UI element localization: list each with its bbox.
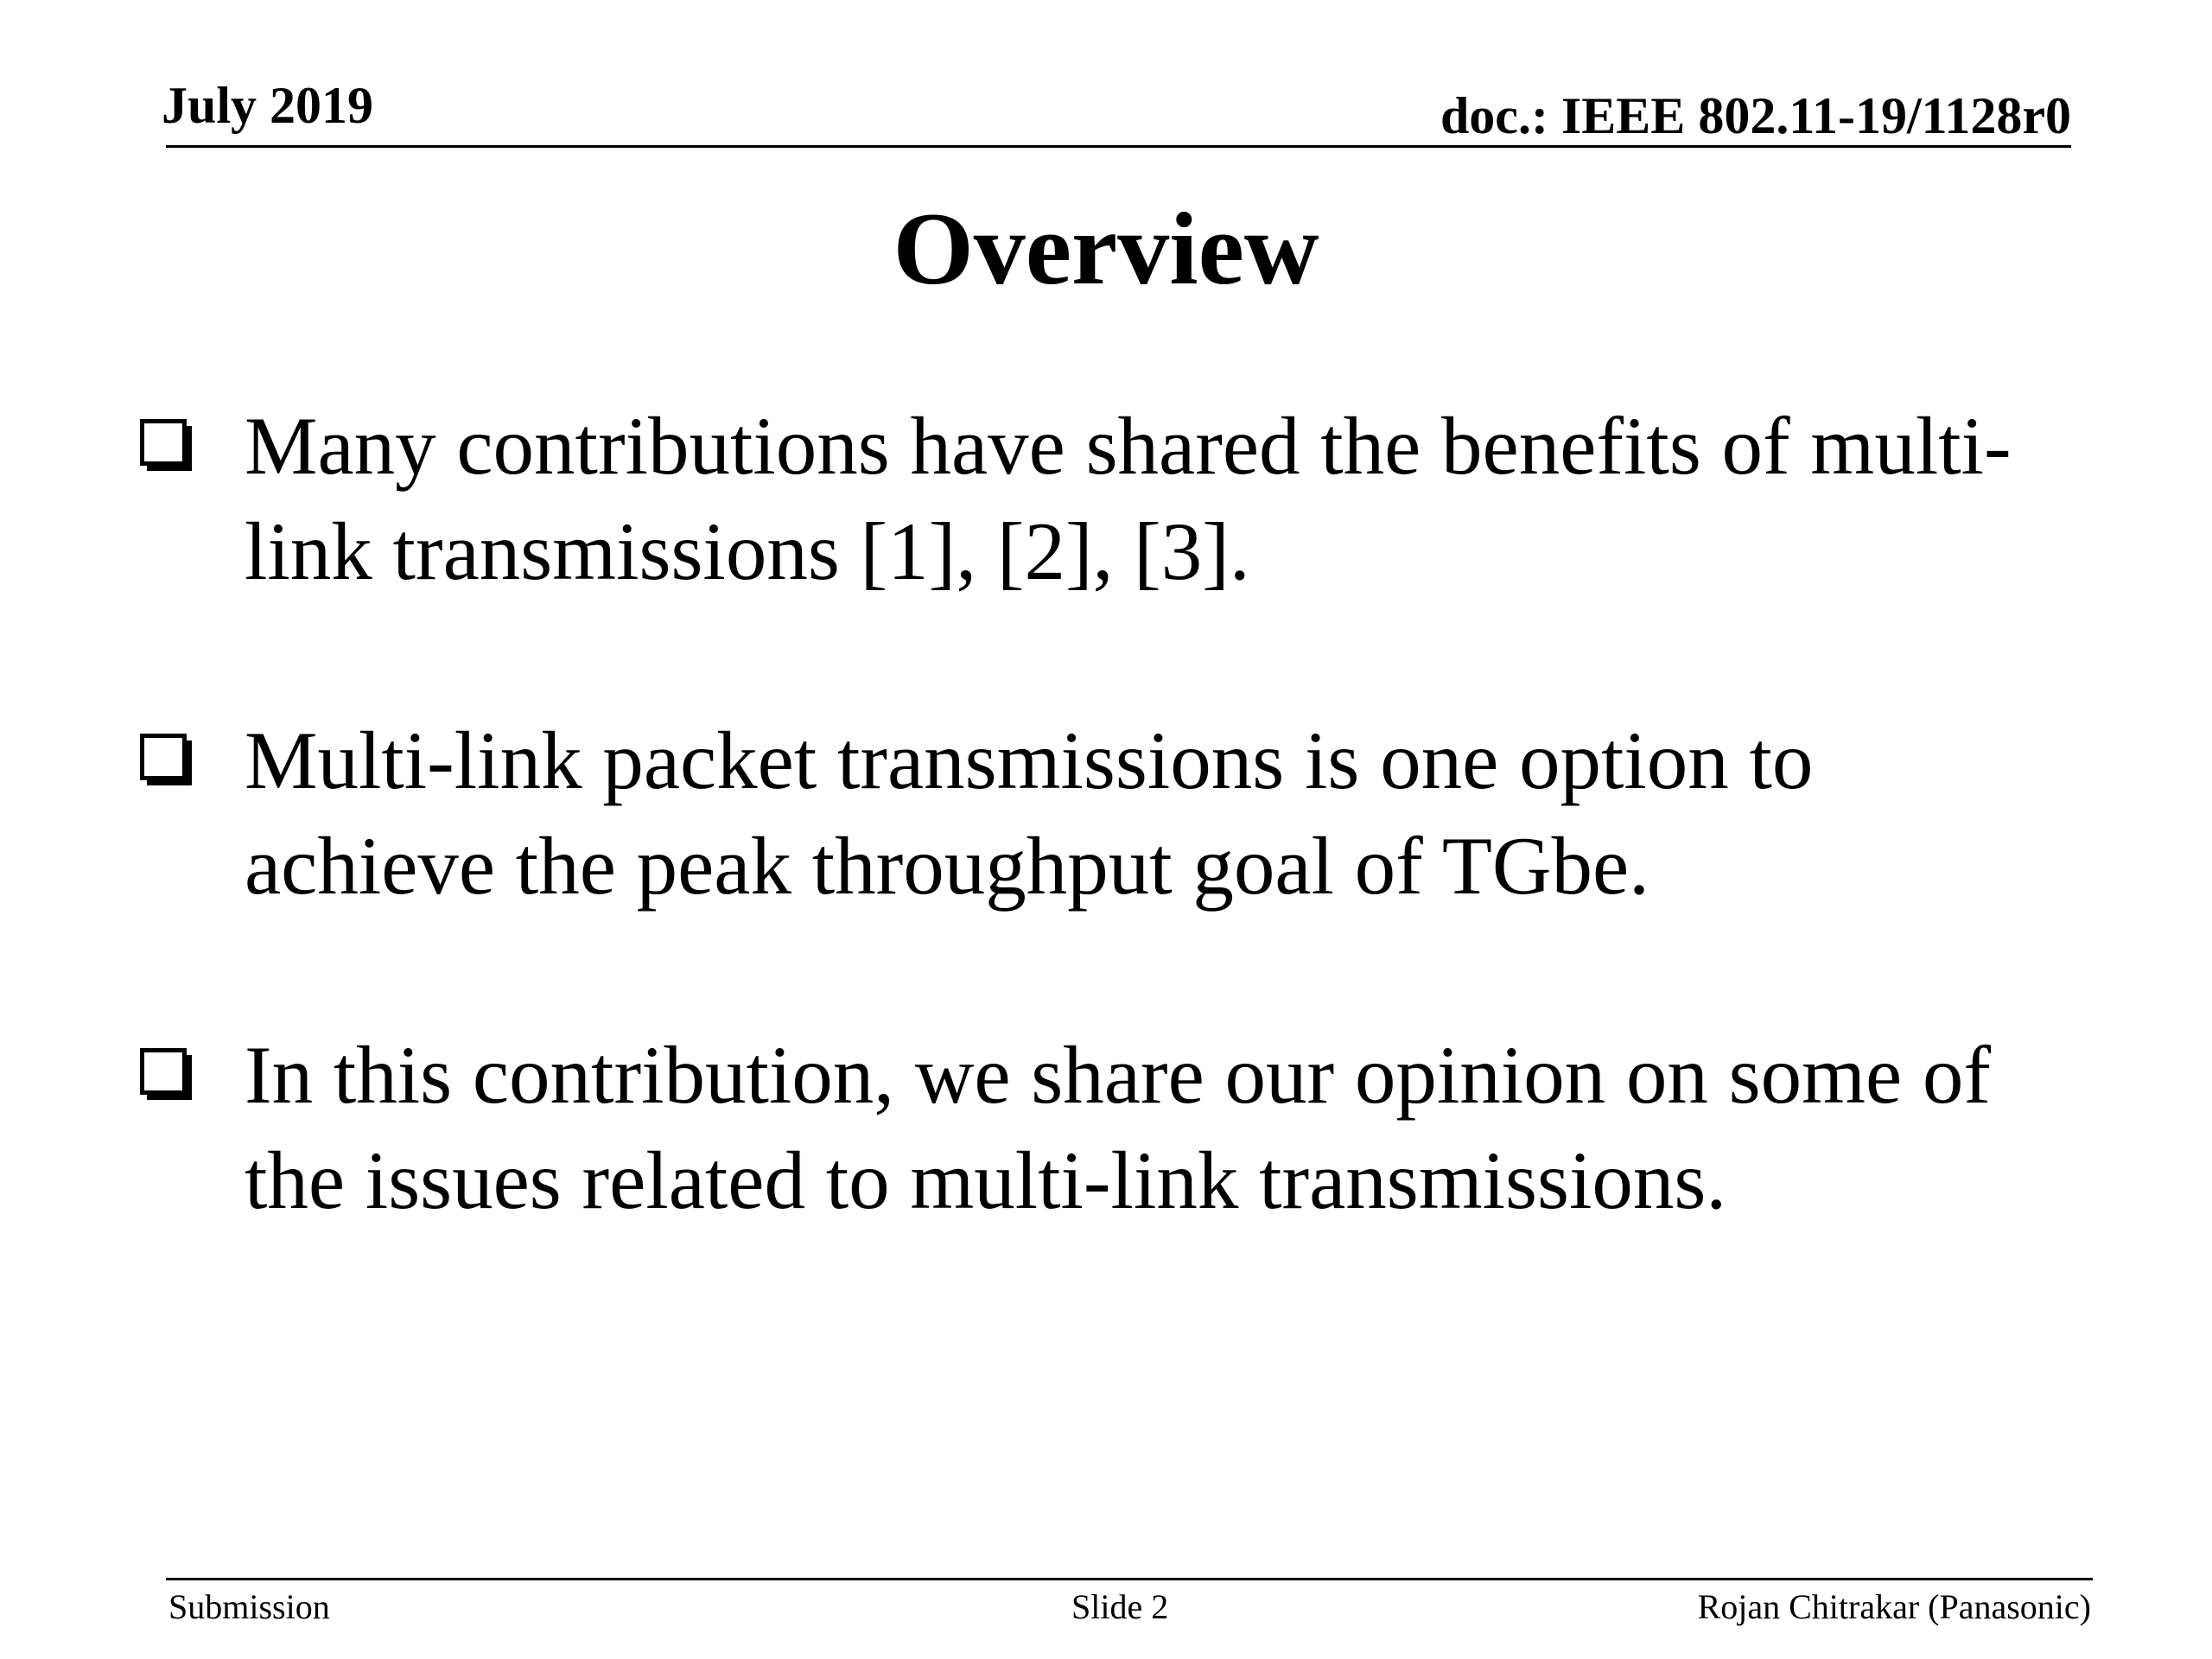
bullet-list	[138, 393, 2082, 1337]
bullet-item	[138, 708, 2082, 918]
bullet-text: In this contribution, we share our opinion on some of the issues related to multi-link transmissions.	[245, 1029, 1992, 1226]
header-date: July 2019	[162, 77, 374, 134]
slide-title: Overview	[893, 191, 1319, 306]
hollow-square-bullet-icon	[140, 1048, 192, 1100]
hollow-square-bullet-icon	[140, 734, 192, 785]
bullet-item	[138, 1022, 2082, 1233]
footer-slide-number: Slide 2	[1071, 1587, 1169, 1626]
footer-divider	[166, 1578, 2093, 1580]
bullet-text: Multi-link packet transmissions is one option to achieve the peak throughput goal of TGbe.	[245, 715, 1814, 912]
bullet-item	[138, 393, 2082, 604]
bullet-text: Many contributions have shared the benefits of multi-link transmissions [1], [2], [3].	[245, 400, 2012, 597]
footer-author: Rojan Chitrakar (Panasonic)	[1697, 1587, 2091, 1626]
hollow-square-bullet-icon	[140, 419, 192, 471]
footer-submission: Submission	[168, 1587, 330, 1626]
header-doc-id: doc.: IEEE 802.11-19/1128r0	[1440, 87, 2071, 144]
header-divider	[166, 145, 2071, 148]
